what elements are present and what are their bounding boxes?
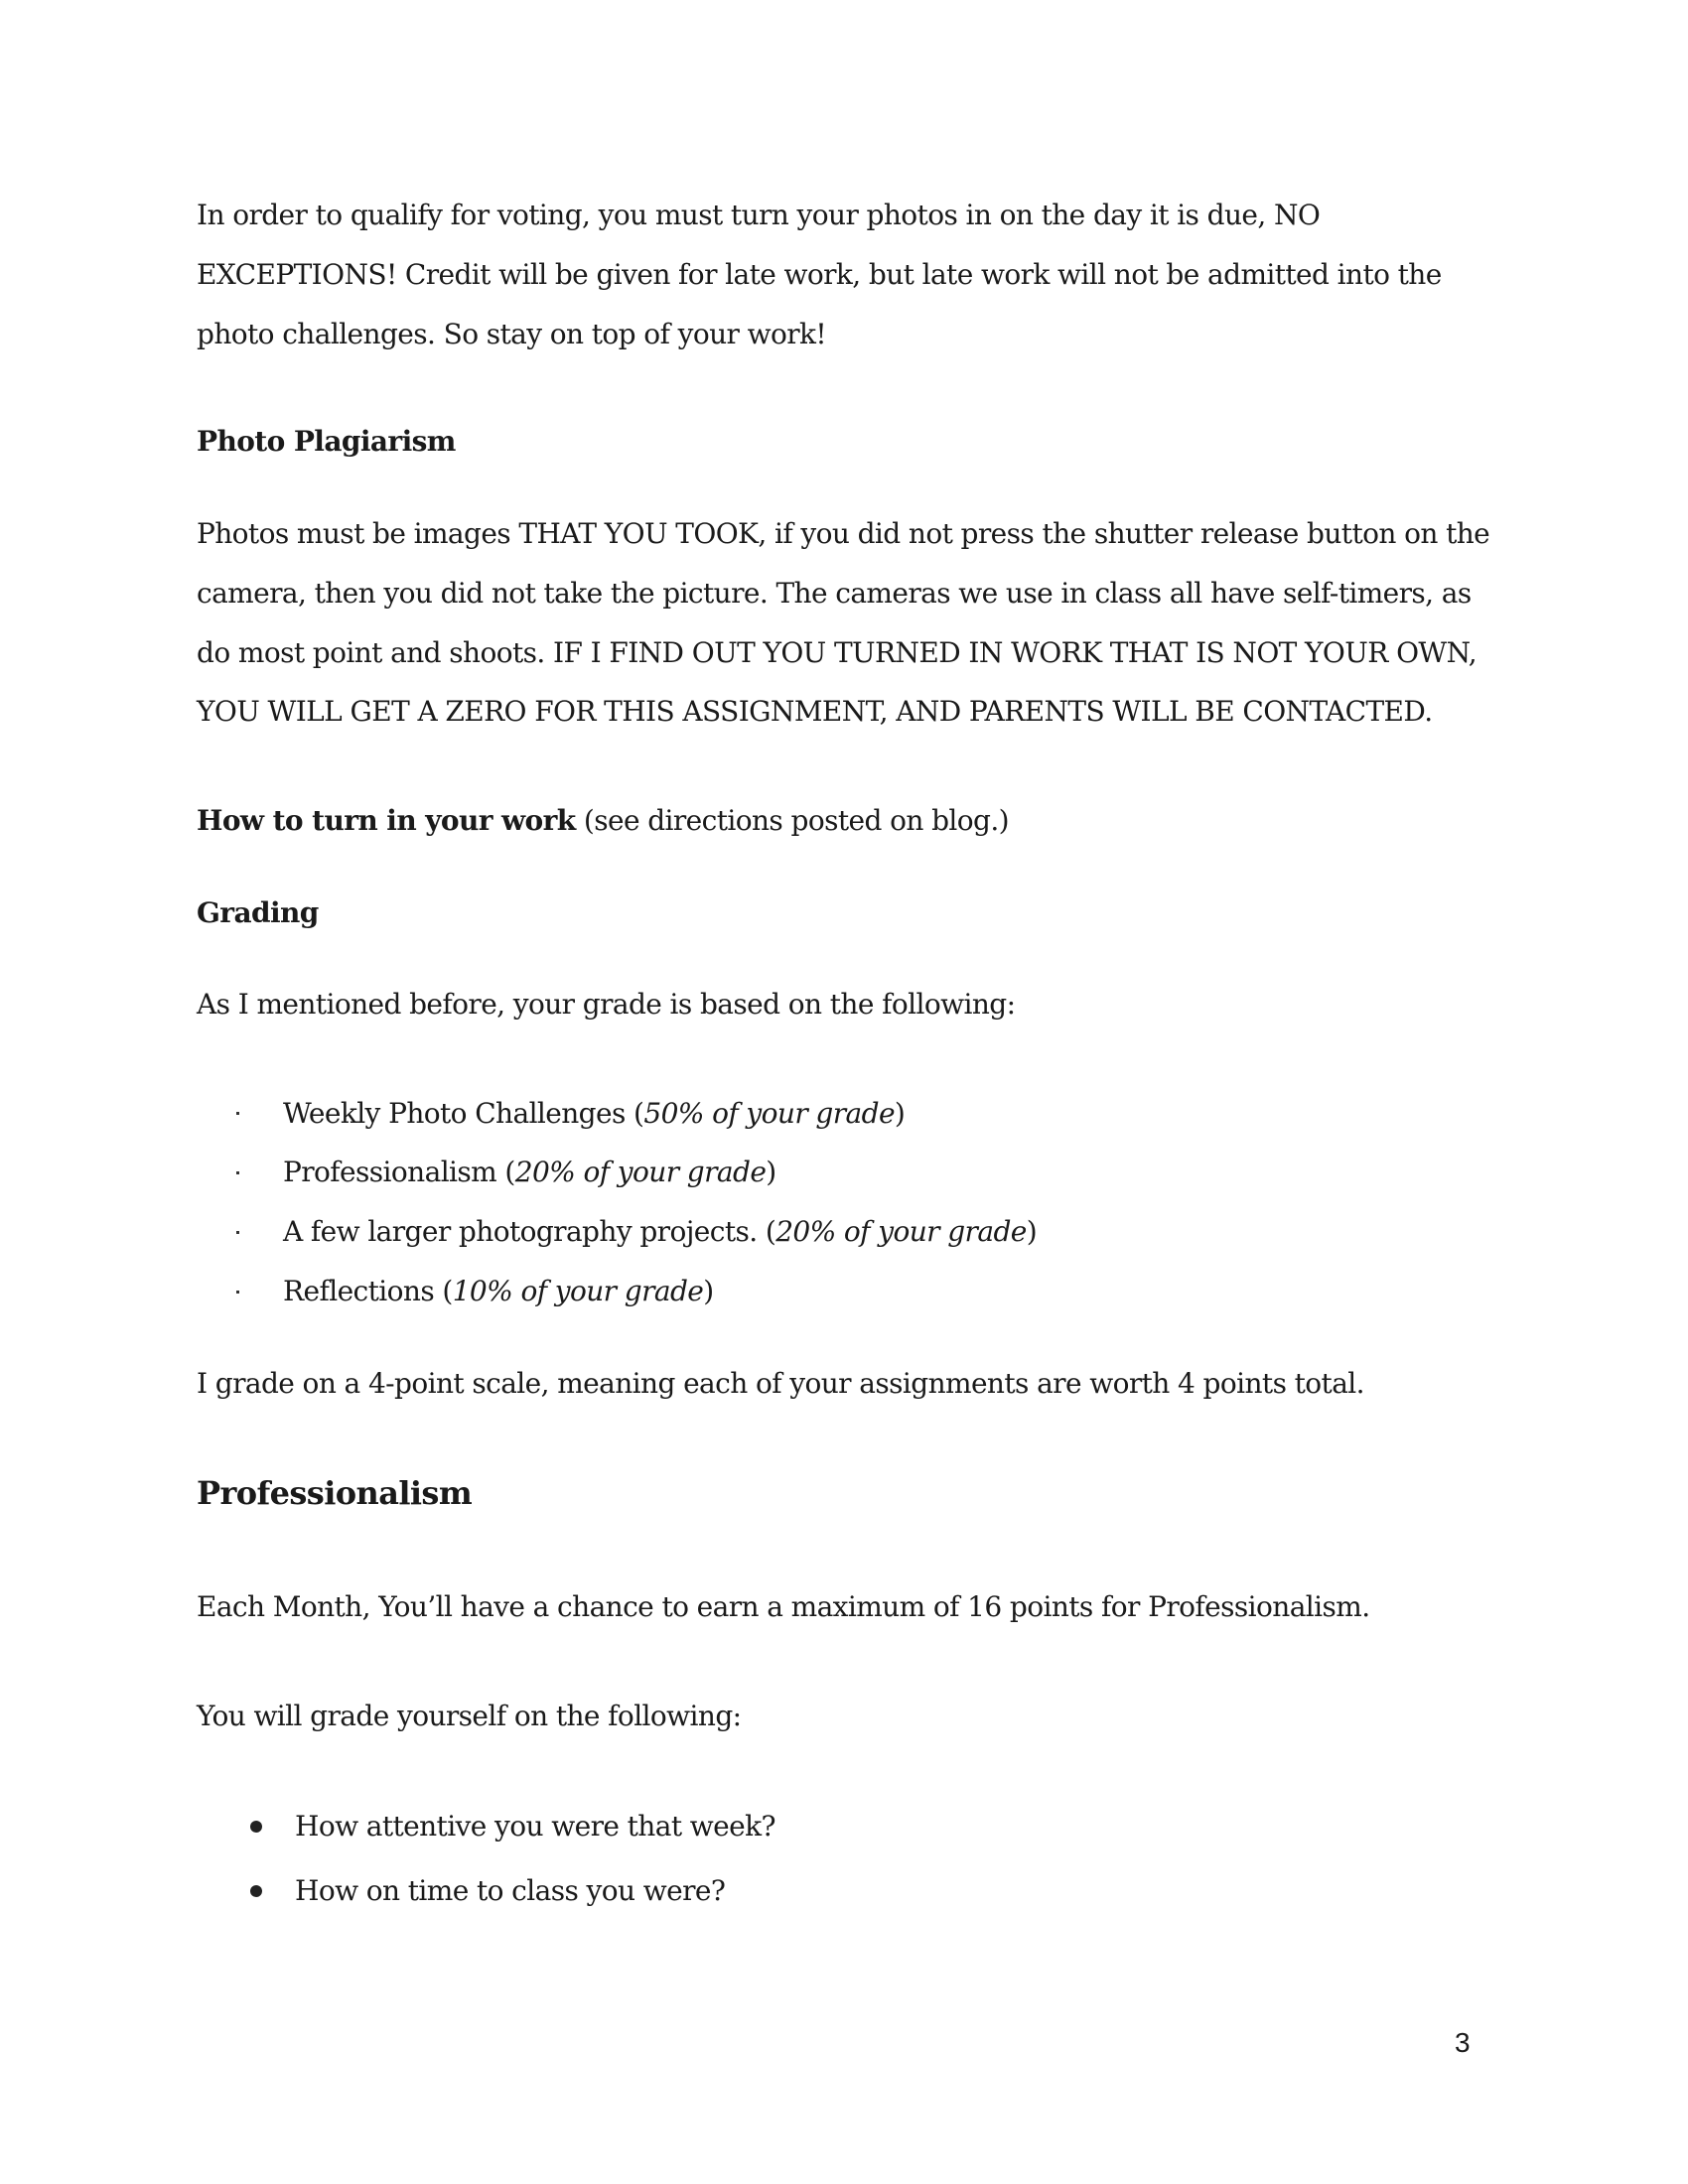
bullet-icon bbox=[236, 1112, 239, 1115]
professionalism-item: How on time to class you were? bbox=[295, 1874, 726, 1907]
grading-item: A few larger photography projects. (20% of your grade) bbox=[283, 1215, 1038, 1248]
grading-item: Weekly Photo Challenges (50% of your grade) bbox=[283, 1097, 906, 1130]
intro-line-1: In order to qualify for voting, you must turn your photos in on the day it is due, NO bbox=[197, 199, 1321, 231]
professionalism-line-1: Each Month, You’ll have a chance to earn a maximum of 16 points for Professionalism. bbox=[197, 1590, 1370, 1623]
professionalism-item: How attentive you were that week? bbox=[295, 1810, 775, 1843]
bullet-icon bbox=[236, 1231, 239, 1234]
bullet-icon bbox=[250, 1885, 262, 1897]
plagiarism-line-1: Photos must be images THAT YOU TOOK, if you did not press the shutter release button on the bbox=[197, 517, 1490, 550]
page-number: 3 bbox=[1455, 2027, 1471, 2058]
professionalism-line-2: You will grade yourself on the following: bbox=[197, 1700, 742, 1732]
professionalism-heading: Professionalism bbox=[197, 1474, 473, 1512]
grading-item: Reflections (10% of your grade) bbox=[283, 1275, 714, 1307]
grading-item: Professionalism (20% of your grade) bbox=[283, 1156, 776, 1188]
bullet-icon bbox=[236, 1291, 239, 1294]
plagiarism-line-3: do most point and shoots. IF I FIND OUT YOU TURNED IN WORK THAT IS NOT YOUR OWN, bbox=[197, 636, 1477, 669]
intro-line-2: EXCEPTIONS! Credit will be given for late work, but late work will not be admitted into the bbox=[197, 258, 1442, 291]
grading-intro: As I mentioned before, your grade is based on the following: bbox=[197, 988, 1016, 1021]
plagiarism-heading: Photo Plagiarism bbox=[197, 425, 456, 458]
grading-heading: Grading bbox=[197, 896, 319, 929]
bullet-icon bbox=[236, 1171, 239, 1174]
grading-scale-note: I grade on a 4-point scale, meaning each of your assignments are worth 4 points total. bbox=[197, 1367, 1364, 1400]
turn-in-bold: How to turn in your work bbox=[197, 804, 576, 837]
plagiarism-line-4: YOU WILL GET A ZERO FOR THIS ASSIGNMENT, AND PARENTS WILL BE CONTACTED. bbox=[197, 695, 1433, 728]
bullet-icon bbox=[250, 1821, 262, 1833]
turn-in-line bbox=[197, 804, 1009, 837]
intro-line-3: photo challenges. So stay on top of your work! bbox=[197, 318, 827, 350]
turn-in-rest: (see directions posted on blog.) bbox=[575, 804, 1009, 837]
plagiarism-line-2: camera, then you did not take the picture. The cameras we use in class all have self-timers, as bbox=[197, 577, 1472, 610]
